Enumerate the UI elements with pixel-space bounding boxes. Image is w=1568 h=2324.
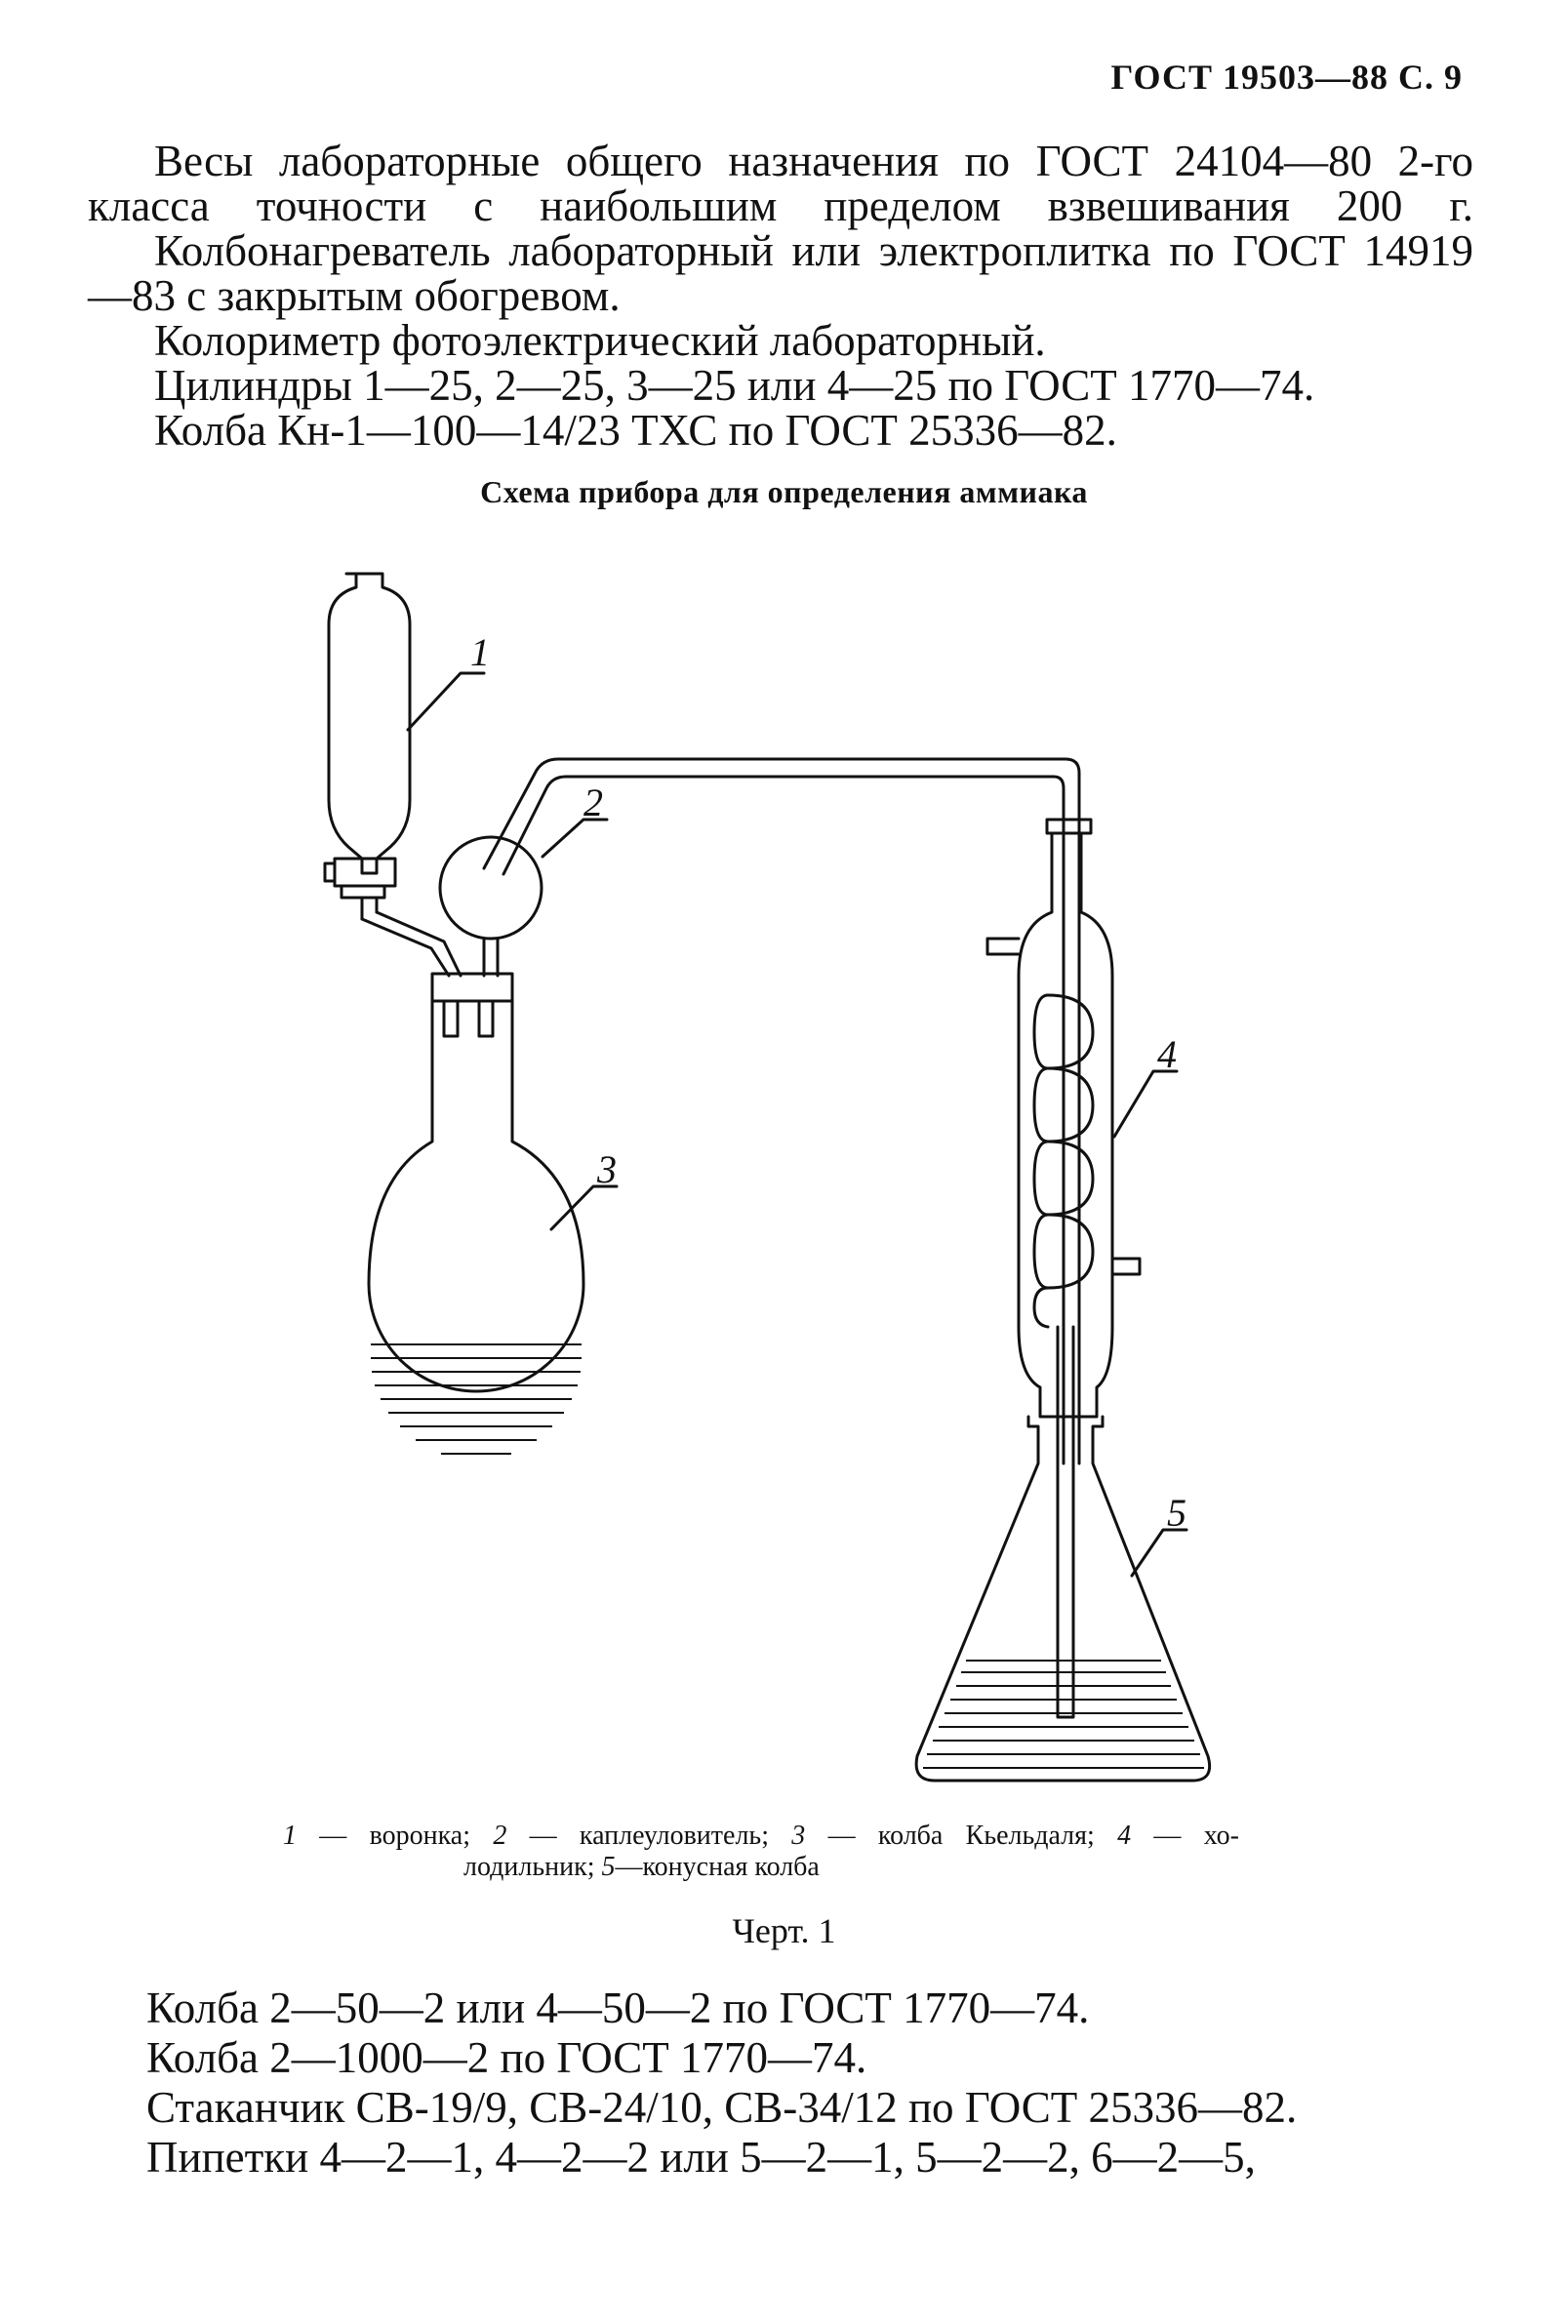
scheme-title: Схема прибора для определения аммиака <box>480 474 1088 509</box>
flask-stopper <box>432 974 512 1001</box>
bottom-line-flask-50: Колба 2—50—2 или 4—50—2 по ГОСТ 1770—74. <box>146 1983 1090 2032</box>
figure-caption <box>283 1821 1239 1883</box>
paragraph-heater: Колбонагреватель лабораторный или электроплитка по ГОСТ 14919—83 с закрытым обогревом. <box>88 226 1473 320</box>
figure-label-2: 2 <box>583 781 603 824</box>
caption-num-4: 4 <box>1117 1821 1132 1851</box>
paragraph-flask: Колба Кн-1—100—14/23 ТХС по ГОСТ 25336—82. <box>154 406 1117 455</box>
caption-line-2: лодильник; 5—конусная колба <box>463 1852 820 1882</box>
figure-label-1: 1 <box>470 630 490 674</box>
figure-label-5: 5 <box>1167 1491 1186 1535</box>
caption-num-1: 1 <box>283 1821 297 1851</box>
page-header: ГОСТ 19503—88 С. 9 <box>1110 58 1463 97</box>
paragraph-scales: Весы лабораторные общего назначения по ГОСТ 24104—80 2-го класса точности с наибольшим пределом взвешивания 200 г. <box>88 137 1473 230</box>
bottom-line-beakers: Стаканчик СВ-19/9, СВ-24/10, СВ-34/12 по ГОСТ 25336—82. <box>146 2083 1298 2132</box>
paragraph-colorimeter: Колориметр фотоэлектрический лабораторный. <box>154 316 1046 365</box>
figure-label-4: 4 <box>1157 1032 1177 1076</box>
kjeldahl-flask <box>369 1001 583 1391</box>
splash-bulb <box>440 837 542 939</box>
dropping-funnel <box>325 574 410 919</box>
bottom-line-pipettes: Пипетки 4—2—1, 4—2—2 или 5—2—1, 5—2—2, 6—2—5, <box>146 2133 1256 2182</box>
caption-num-5: 5 <box>601 1852 616 1882</box>
bottom-text-block <box>146 1983 1473 2183</box>
caption-num-3: 3 <box>791 1821 806 1851</box>
bottom-line-flask-1000: Колба 2—1000—2 по ГОСТ 1770—74. <box>146 2033 867 2082</box>
figure-number: Черт. 1 <box>732 1911 836 1950</box>
caption-num-2: 2 <box>493 1821 507 1851</box>
paragraph-cylinders: Цилиндры 1—25, 2—25, 3—25 или 4—25 по ГОСТ 1770—74. <box>154 361 1315 410</box>
funnel-side-tube <box>362 912 461 976</box>
caption-line-1: 1 — воронка; 2 — каплеуловитель; 3 — колба Кьельдаля; 4 — хо- <box>283 1821 1239 1851</box>
figure-label-3: 3 <box>597 1147 617 1191</box>
